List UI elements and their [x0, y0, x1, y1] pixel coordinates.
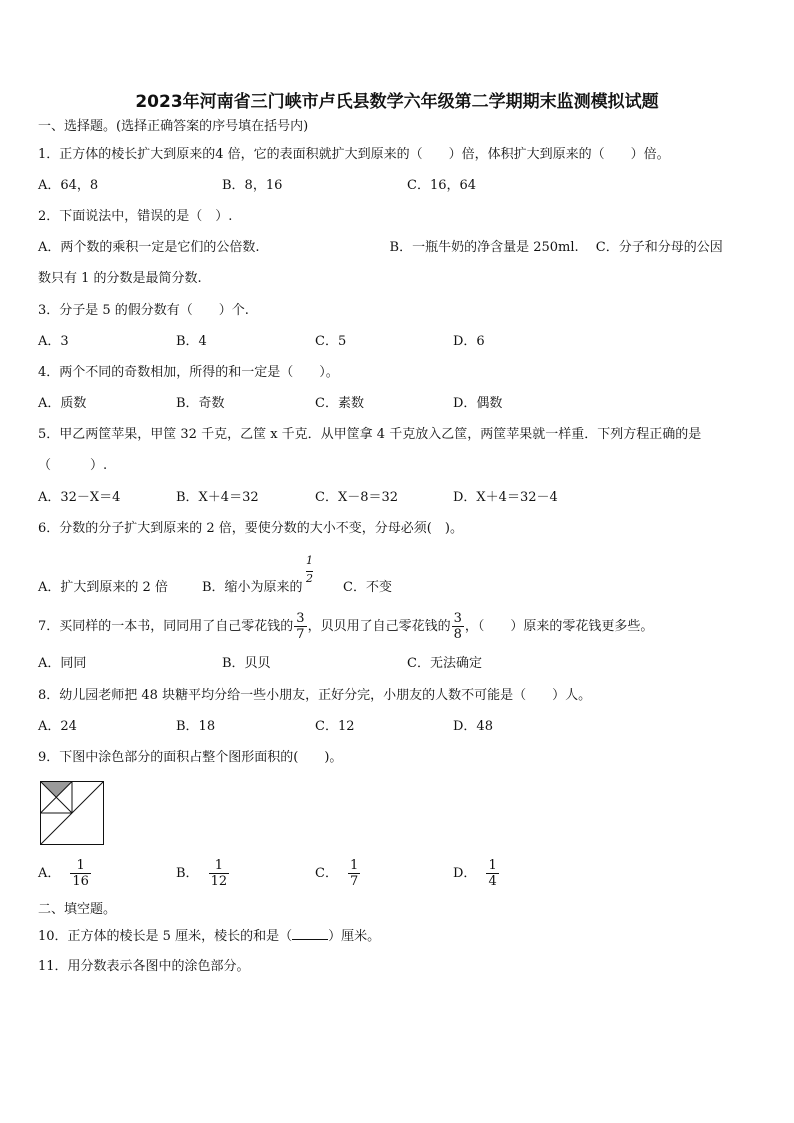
q9-option-c-fraction — [348, 859, 360, 888]
q8-option-d: D．48 — [453, 719, 493, 734]
q9-option-b — [176, 858, 230, 890]
q8-option-b: B．18 — [176, 719, 216, 734]
q7-fraction-1-den: 7 — [296, 627, 305, 642]
question-11: 11．用分数表示各图中的涂色部分。 — [38, 959, 250, 974]
q7-option-a: A．同同 — [38, 656, 87, 671]
q9-option-c — [315, 858, 361, 890]
q7-fraction-2 — [452, 612, 464, 641]
page-title: 2023年河南省三门峡市卢氏县数学六年级第二学期期末监测模拟试题 — [135, 92, 659, 112]
q7-fraction-1-num: 3 — [296, 611, 305, 626]
question-10 — [38, 927, 380, 946]
q9-c-den: 7 — [349, 874, 359, 889]
section-choice-heading: 一、选择题。(选择正确答案的序号填在括号内) — [38, 119, 309, 134]
q5-option-b: B．X＋4＝32 — [176, 490, 259, 505]
q5-option-a: A．32－X＝4 — [38, 490, 121, 505]
q5-option-d: D．X＋4＝32－4 — [453, 490, 558, 505]
q10-text-post: ）厘米。 — [328, 929, 381, 944]
q10-answer-blank[interactable] — [292, 927, 328, 940]
question-1: 1．正方体的棱长扩大到原来的4 倍，它的表面积就扩大到原来的（ ）倍，体积扩大到原来的（ ）倍。 — [38, 147, 670, 162]
question-2: 2．下面说法中，错误的是（ ）. — [38, 209, 233, 224]
q4-option-a: A．质数 — [38, 396, 87, 411]
q1-option-c: C．16，64 — [407, 178, 477, 193]
q7-text-pre: 7．买同样的一本书，同同用了自己零花钱的 — [38, 619, 294, 634]
q9-square-figure — [40, 781, 104, 845]
q9-d-num: 1 — [488, 858, 497, 873]
q9-c-num: 1 — [349, 858, 359, 873]
q6-option-b-fraction — [306, 554, 313, 585]
q6-option-b — [202, 579, 303, 597]
q9-option-b-fraction — [209, 859, 230, 888]
question-6: 6．分数的分子扩大到原来的 2 倍，要使分数的大小不变，分母必须( )。 — [38, 521, 463, 536]
q2-options-line-2: 数只有 1 的分数是最简分数. — [38, 271, 202, 286]
q9-a-den: 16 — [72, 874, 89, 889]
q7-fraction-2-den: 8 — [453, 627, 462, 642]
q9-option-d-fraction — [486, 859, 498, 888]
q9-shaded-triangle — [41, 782, 73, 798]
q7-text-mid: ，贝贝用了自己零花钱的 — [307, 619, 451, 634]
q1-option-b: B．8，16 — [222, 178, 283, 193]
q5-option-c: C．X－8＝32 — [315, 490, 399, 505]
question-8: 8．幼儿园老师把 48 块糖平均分给一些小朋友，正好分完，小朋友的人数不可能是（ ）人。 — [38, 688, 592, 703]
q4-option-c: C．素数 — [315, 396, 364, 411]
question-7 — [38, 612, 653, 642]
q1-option-a: A．64，8 — [38, 178, 99, 193]
q2-options-line-1: A．两个数的乘积一定是它们的公倍数. B．一瓶牛奶的净含量是 250ml. C．分子和分母的公因 — [38, 240, 723, 255]
q9-b-num: 1 — [214, 858, 223, 873]
q7-text-post: ，（ ）原来的零花钱更多些。 — [464, 619, 654, 634]
question-4: 4．两个不同的奇数相加，所得的和一定是（ ）。 — [38, 365, 339, 380]
q3-option-d: D．6 — [453, 334, 485, 349]
q6-fraction-denominator: 2 — [306, 572, 313, 585]
q9-b-den: 12 — [210, 874, 228, 889]
q7-fraction-2-num: 3 — [453, 611, 462, 626]
q9-d-den: 4 — [488, 874, 497, 889]
q9-a-num: 1 — [76, 858, 85, 873]
question-5-blank: （ ）. — [38, 458, 108, 473]
q8-option-a: A．24 — [38, 719, 77, 734]
q4-option-b: B．奇数 — [176, 396, 225, 411]
q7-fraction-1 — [294, 612, 306, 641]
q9-option-d — [453, 858, 500, 890]
question-5: 5．甲乙两筐苹果，甲筐 32 千克，乙筐 x 千克．从甲筐拿 4 千克放入乙筐，两筐苹果就一样重．下列方程正确的是 — [38, 427, 702, 442]
q9-option-a-fraction — [70, 859, 91, 888]
q9-option-b-label: B． — [176, 866, 199, 881]
q6-fraction-numerator: 1 — [306, 554, 313, 567]
q10-text-pre: 10．正方体的棱长是 5 厘米，棱长的和是（ — [38, 929, 293, 944]
question-9: 9．下图中涂色部分的面积占整个图形面积的( )。 — [38, 750, 343, 765]
q9-option-d-label: D． — [453, 866, 477, 881]
q8-option-c: C．12 — [315, 719, 355, 734]
q9-option-a-label: A． — [38, 866, 61, 881]
q6-option-a: A．扩大到原来的 2 倍 — [38, 580, 168, 595]
q9-option-c-label: C． — [315, 866, 338, 881]
q3-option-b: B．4 — [176, 334, 207, 349]
q9-option-a — [38, 858, 92, 890]
q7-option-c: C．无法确定 — [407, 656, 482, 671]
question-3: 3．分子是 5 的假分数有（ ）个. — [38, 303, 249, 318]
section-fill-heading: 二、填空题。 — [38, 902, 117, 917]
q3-option-a: A．3 — [38, 334, 69, 349]
q6-option-b-label: B．缩小为原来的 — [202, 580, 303, 595]
q6-option-c: C．不变 — [343, 580, 392, 595]
q4-option-d: D．偶数 — [453, 396, 503, 411]
q7-option-b: B．贝贝 — [222, 656, 271, 671]
q3-option-c: C．5 — [315, 334, 347, 349]
